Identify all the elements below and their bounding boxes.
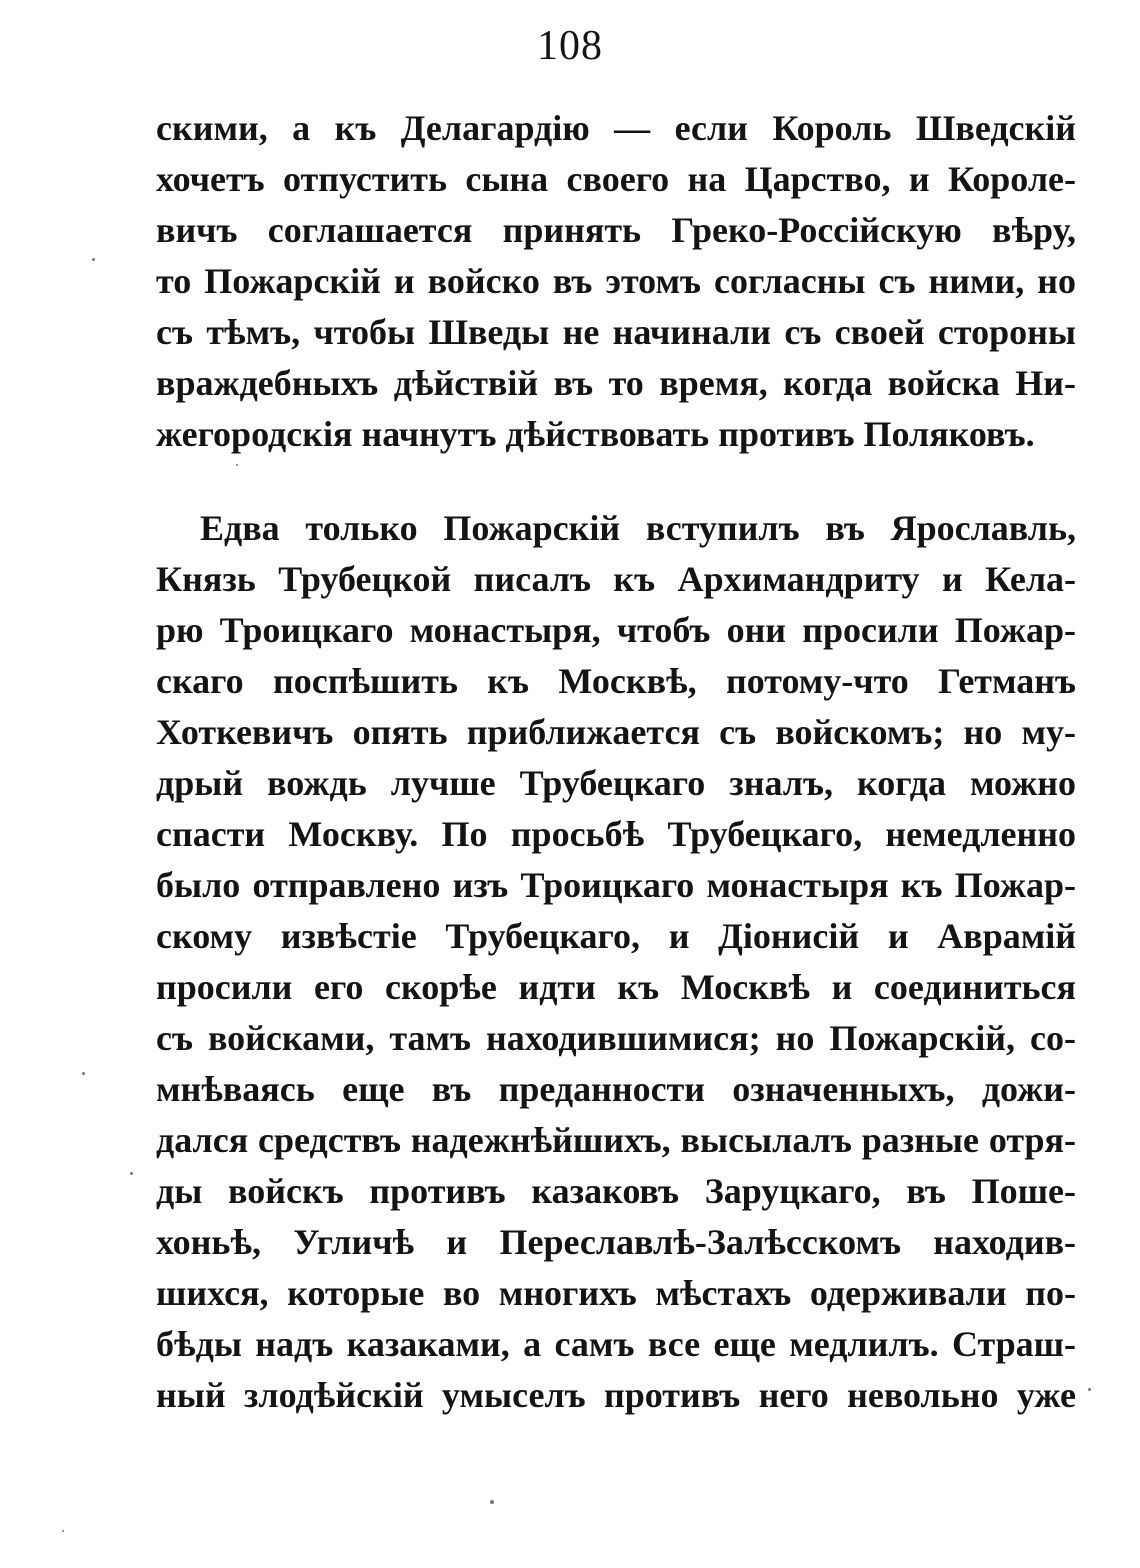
text-line: вичъ соглашается принять Греко-Россійскую вѣру, [156,210,1076,250]
text-line: Князь Трубецкой писалъ къ Архимандриту и Кела- [156,559,1076,599]
text-line: ды войскъ противъ казаковъ Заруцкаго, въ Поше- [156,1171,1076,1211]
scan-speck [236,464,238,466]
text-line: то Пожарскій и войско въ этомъ согласны съ ними, но [156,261,1076,301]
text-line: шихся, которые во многихъ мѣстахъ одерживали по- [156,1273,1076,1313]
text-line: рю Троицкаго монастыря, чтобъ они просили Пожар- [156,610,1076,650]
text-line: Хоткевичъ опять приближается съ войскомъ; но мy- [156,712,1076,752]
text-line: спасти Москву. По просьбѣ Трубецкаго, немедленно [156,814,1076,854]
text-line: скими, а къ Делагардію — если Король Шведскій [156,108,1076,148]
scan-speck [490,1500,494,1504]
text-line: просили его скорѣе идти къ Москвѣ и соединиться [156,967,1076,1007]
text-line: скому извѣстіе Трубецкаго, и Діонисій и Аврамій [156,916,1076,956]
scan-speck [92,258,95,261]
paragraph-1 [156,103,1076,460]
text-line: дался средствъ надежнѣйшихъ, высылалъ разные отря- [156,1120,1076,1160]
text-line: бѣды надъ казаками, а самъ все еще медлилъ. Страш- [156,1324,1076,1364]
text-line: ный злодѣйскій умыселъ противъ него невольно уже [156,1375,1076,1415]
text-line: съ тѣмъ, чтобы Шведы не начинали съ своей стороны [156,312,1076,352]
text-line: было отправлено изъ Троицкаго монастыря къ Пожар- [156,865,1076,905]
text-line: съ войсками, тамъ находившимися; но Пожарскій, со- [156,1018,1076,1058]
scan-speck [82,1072,85,1075]
scan-speck [130,1172,133,1175]
scan-speck [1088,1388,1091,1391]
text-line: скаго поспѣшить къ Москвѣ, потому-что Гетманъ [156,661,1076,701]
text-line: враждебныхъ дѣйствій въ то время, когда войска Ни- [156,363,1076,403]
page-number: 108 [537,23,603,69]
text-line: жегородскія начнутъ дѣйствовать противъ Поляковъ. [156,414,1035,454]
scan-speck [62,1530,64,1532]
paragraph-2 [156,503,1076,1421]
text-line: мнѣваясь еще въ преданности означенныхъ, дожи- [156,1069,1076,1109]
text-line: хочетъ отпустить сына своего на Царство, и Короле- [156,159,1076,199]
text-line: Едва только Пожарскій вступилъ въ Ярославль, [200,508,1076,548]
text-line: хоньѣ, Угличѣ и Переславлѣ-Залѣсскомъ находив- [156,1222,1076,1262]
text-line: дрый вождь лучше Трубецкаго зналъ, когда можно [156,763,1076,803]
